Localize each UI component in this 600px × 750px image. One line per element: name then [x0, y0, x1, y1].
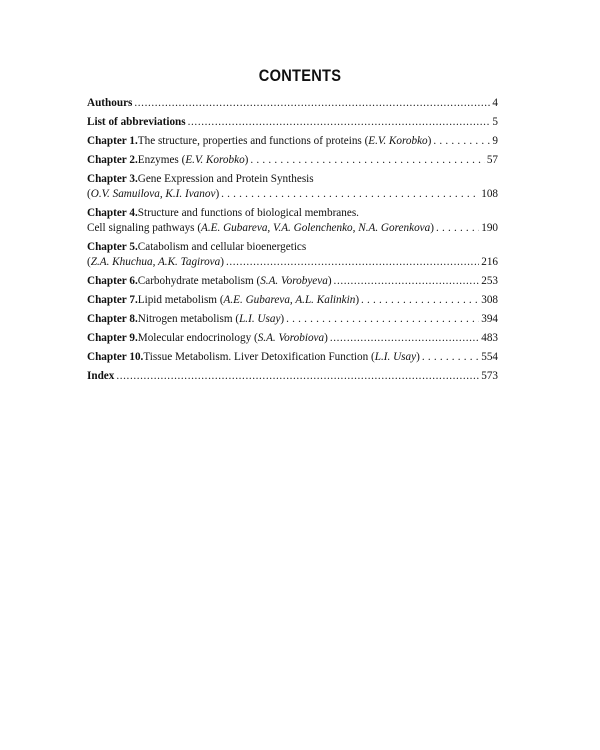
toc-entry-chapter-10 — [87, 350, 498, 365]
chapter-authors: E.V. Korobko — [368, 135, 428, 147]
page-number: 308 — [481, 294, 498, 306]
entry-label: Index — [87, 370, 115, 382]
toc-entry-index — [87, 369, 498, 384]
chapter-number: Chapter 1. — [87, 135, 138, 147]
toc-entry-chapter-5 — [87, 240, 498, 270]
chapter-number: Chapter 8. — [87, 313, 138, 325]
dot-leader — [134, 96, 490, 111]
chapter-title: The structure, properties and functions of proteins — [137, 135, 362, 147]
dot-leader — [116, 369, 479, 384]
chapter-authors: L.I. Usay — [374, 351, 417, 363]
dot-leader — [334, 274, 480, 289]
toc-entry-chapter-7 — [87, 293, 498, 308]
toc-entry-chapter-3 — [87, 172, 498, 202]
chapter-title: Gene Expression and Protein Synthesis — [137, 173, 314, 185]
chapter-number: Chapter 3. — [87, 173, 138, 185]
dot-leader — [188, 115, 491, 130]
chapter-number: Chapter 7. — [87, 294, 138, 306]
page-number: 9 — [492, 135, 498, 147]
dot-leader — [226, 255, 479, 270]
chapter-authors: A.E. Gubareva, V.A. Golenchenko, N.A. Gorenkova — [201, 222, 431, 234]
toc-entry-chapter-8 — [87, 312, 498, 327]
page-number: 190 — [481, 222, 498, 234]
page-number: 554 — [481, 351, 498, 363]
page-number: 108 — [481, 188, 498, 200]
dot-leader — [422, 350, 479, 365]
toc-entry-abbreviations — [87, 115, 498, 130]
chapter-title: Tissue Metabolism. Liver Detoxification Function — [143, 351, 369, 363]
dot-leader — [286, 312, 479, 327]
toc-entry-authours — [87, 96, 498, 111]
toc-entry-chapter-2 — [87, 153, 498, 168]
chapter-authors: E.V. Korobko — [185, 154, 245, 166]
chapter-authors: S.A. Vorobyeva — [260, 275, 328, 287]
page-number: 573 — [481, 370, 498, 382]
chapter-number: Chapter 6. — [87, 275, 138, 287]
chapter-title: Carbohydrate metabolism — [137, 275, 254, 287]
chapter-title-continued: Cell signaling pathways — [87, 222, 195, 234]
toc-entry-chapter-9 — [87, 331, 498, 346]
table-of-contents — [87, 96, 498, 388]
chapter-title: Molecular endocrinology — [137, 332, 252, 344]
page-title: CONTENTS — [258, 66, 342, 85]
dot-leader — [250, 153, 484, 168]
chapter-authors: L.I. Usay — [239, 313, 281, 325]
chapter-authors: Z.A. Khuchua, A.K. Tagirova — [90, 256, 221, 268]
chapter-authors: A.E. Gubareva, A.L. Kalinkin — [223, 294, 356, 306]
page-number: 216 — [481, 256, 498, 268]
page-number: 253 — [481, 275, 498, 287]
chapter-title: Nitrogen metabolism — [137, 313, 233, 325]
dot-leader — [221, 187, 479, 202]
page-number: 394 — [481, 313, 498, 325]
chapter-title: Lipid metabolism — [137, 294, 218, 306]
chapter-title: Catabolism and cellular bioenergetics — [137, 241, 307, 253]
page-number: 4 — [492, 97, 498, 109]
toc-entry-chapter-6 — [87, 274, 498, 289]
dot-leader — [330, 331, 479, 346]
dot-leader — [433, 134, 490, 149]
toc-entry-chapter-4 — [87, 206, 498, 236]
entry-label: List of abbreviations — [87, 116, 186, 128]
chapter-number: Chapter 5. — [87, 241, 138, 253]
entry-label: Authours — [87, 97, 133, 109]
chapter-number: Chapter 9. — [87, 332, 138, 344]
page-number: 5 — [492, 116, 498, 128]
dot-leader — [361, 293, 479, 308]
chapter-title: Enzymes — [137, 154, 179, 166]
chapter-authors: O.V. Samuilova, K.I. Ivanov — [90, 188, 216, 200]
chapter-number: Chapter 4. — [87, 207, 138, 219]
page-number: 483 — [481, 332, 498, 344]
page-number: 57 — [486, 154, 498, 166]
chapter-title: Structure and functions of biological membranes. — [137, 207, 359, 219]
chapter-number: Chapter 2. — [87, 154, 138, 166]
chapter-authors: S.A. Vorobiova — [257, 332, 325, 344]
toc-entry-chapter-1 — [87, 134, 498, 149]
dot-leader — [436, 221, 479, 236]
chapter-number: Chapter 10. — [87, 351, 144, 363]
